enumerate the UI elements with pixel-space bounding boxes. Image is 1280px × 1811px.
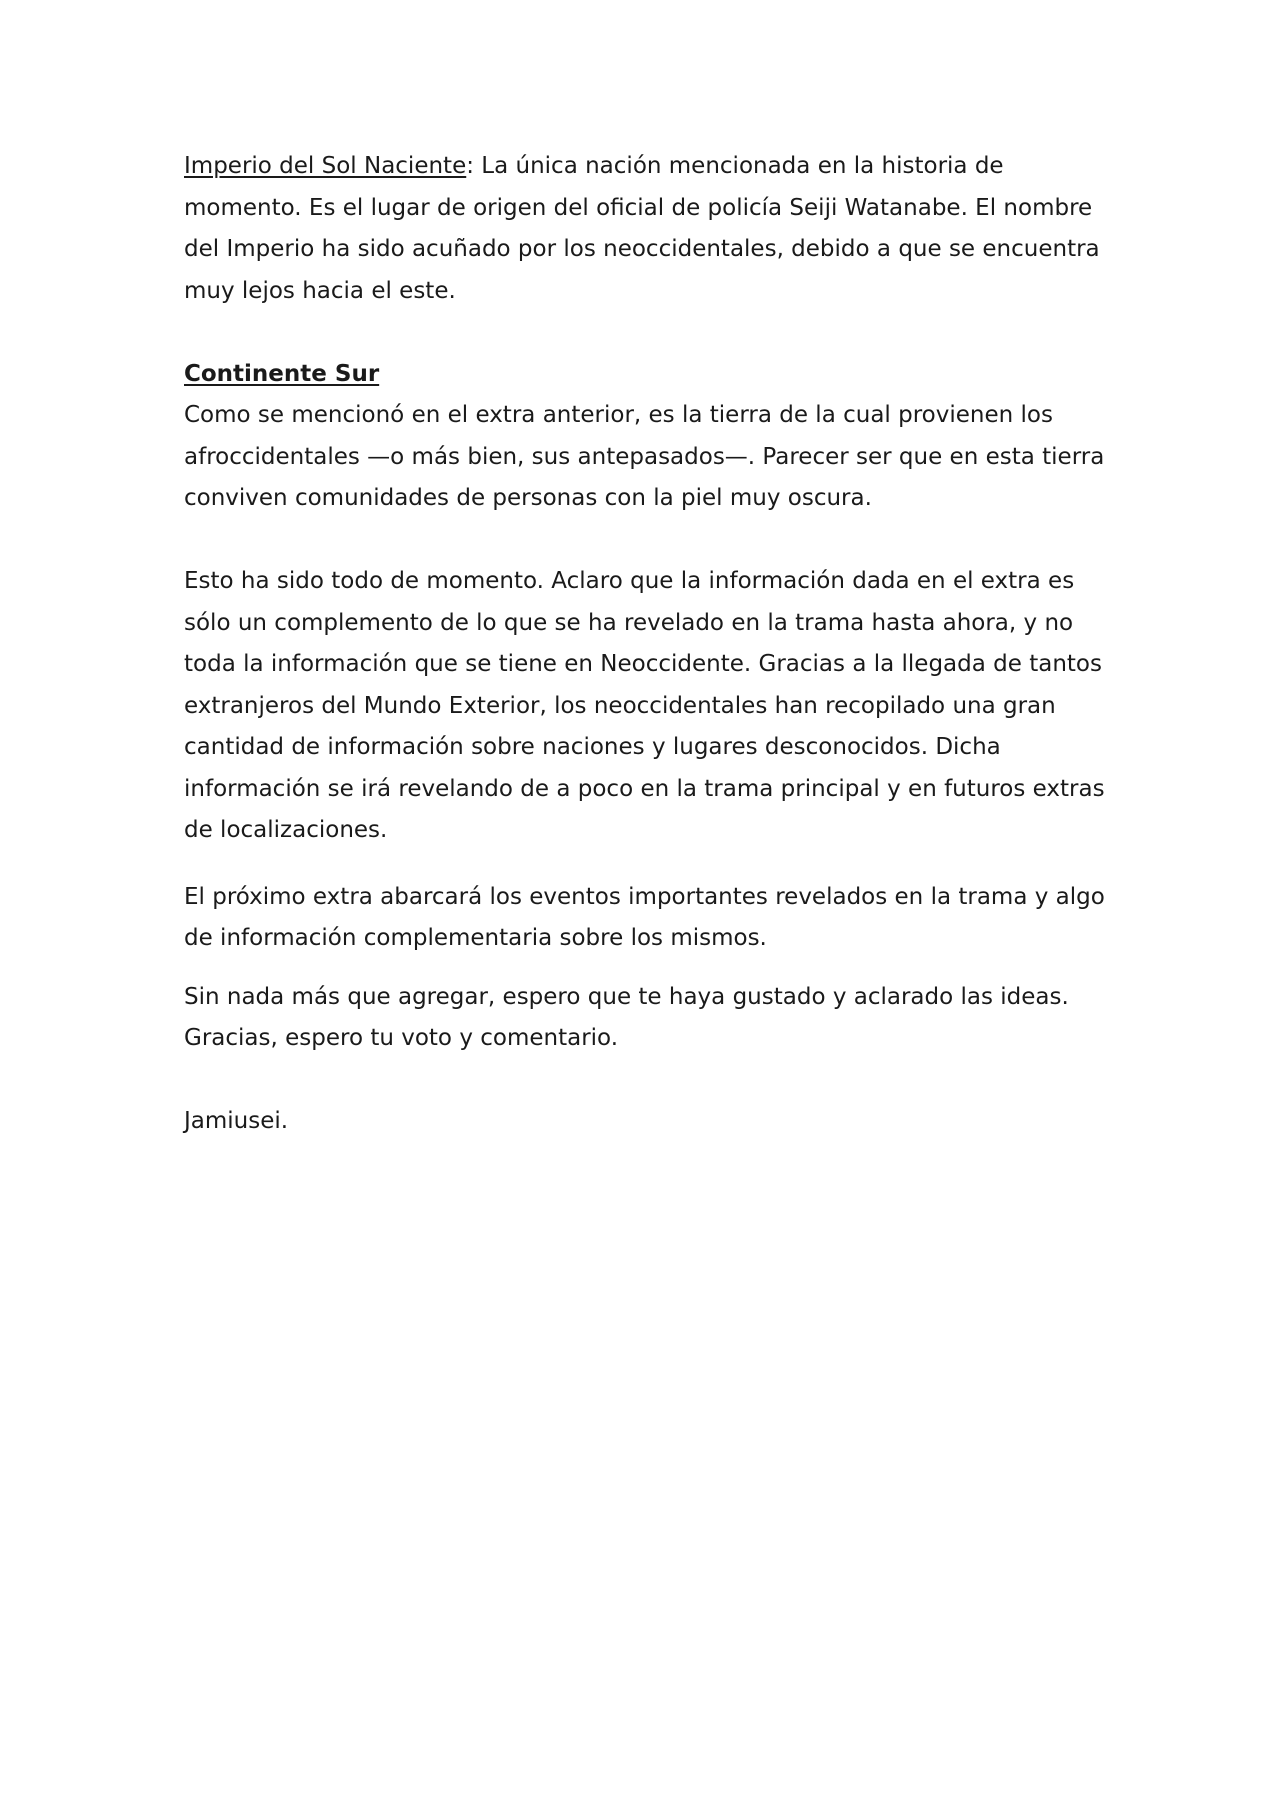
signature: Jamiusei. — [184, 1108, 289, 1134]
spacer — [184, 520, 1114, 562]
continente-paragraph: Como se mencionó en el extra anterior, es la tierra de la cual provienen los afroccidentales —o más bien, sus antepasados—. Parecer ser que en esta tierra conviven comunidades de personas con la piel muy oscura. — [184, 402, 1105, 511]
document-page — [184, 146, 1114, 1143]
closing-paragraph-1: Esto ha sido todo de momento. Aclaro que la información dada en el extra es sólo un complemento de lo que se ha revelado en la trama hasta ahora, y no toda la información que se tiene en Neoccidente. Gracias a la llegada de tantos extranjeros del Mundo Exterior, los neoccidentales han recopilado una gran cantidad de información sobre naciones y lugares desconocidos. Dicha información se irá revelando de a poco en la trama principal y en futuros extras de localizaciones. — [184, 568, 1105, 843]
spacer — [184, 312, 1114, 354]
imperio-term: Imperio del Sol Naciente — [184, 153, 467, 179]
continente-heading: Continente Sur — [184, 360, 380, 387]
spacer — [184, 1060, 1114, 1102]
imperio-text: : La única nación mencionada en la historia de momento. Es el lugar de origen del oficial de policía Seiji Watanabe. El nombre del Imperio ha sido acuñado por los neoccidentales, debido a que se encuentra muy lejos hacia el este. — [184, 153, 1100, 304]
spacer — [184, 852, 1114, 877]
imperio-paragraph — [184, 146, 1114, 312]
closing-paragraph-2: El próximo extra abarcará los eventos importantes revelados en la trama y algo de información complementaria sobre los mismos. — [184, 883, 1105, 951]
spacer — [184, 960, 1114, 977]
closing-paragraph-3: Sin nada más que agregar, espero que te haya gustado y aclarado las ideas. Gracias, espero tu voto y comentario. — [184, 983, 1069, 1051]
